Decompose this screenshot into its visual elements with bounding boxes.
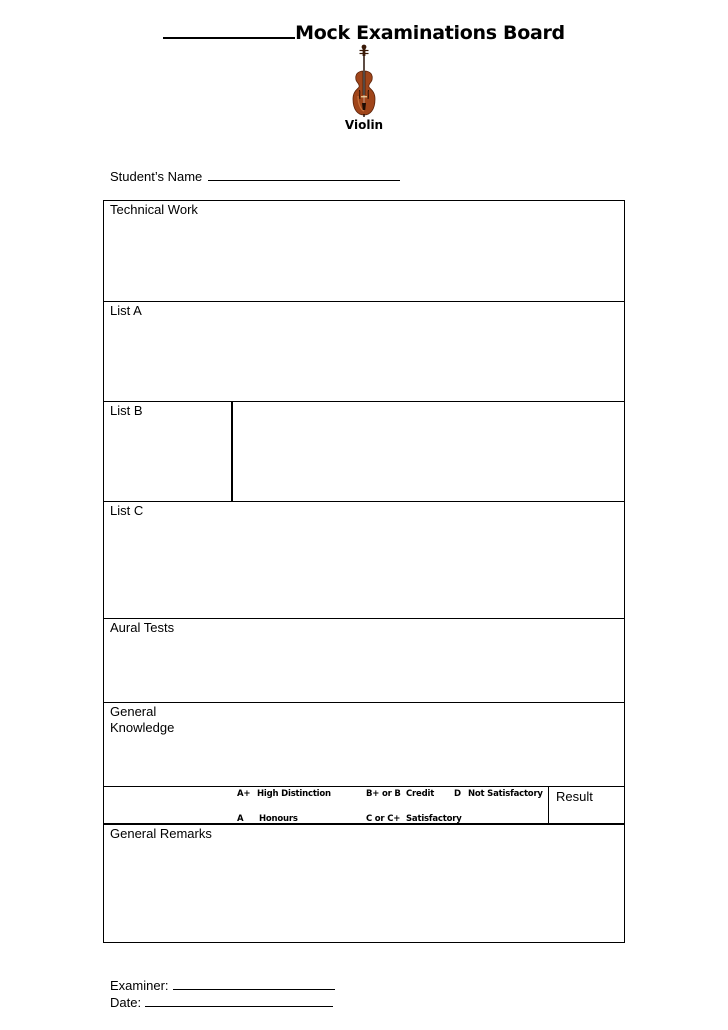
examiner-label: Examiner: xyxy=(110,978,169,993)
grade-d-code: D xyxy=(454,789,461,799)
grade-b-code: B+ or B xyxy=(366,789,401,799)
date-row xyxy=(110,993,333,1010)
violin-icon xyxy=(349,44,379,120)
date-label: Date: xyxy=(110,995,142,1010)
list-a-section[interactable] xyxy=(104,302,624,402)
examiner-field[interactable] xyxy=(173,976,335,990)
general-knowledge-label xyxy=(110,704,174,736)
board-name: Mock Examinations Board xyxy=(295,22,565,44)
grade-a-desc: Honours xyxy=(259,814,298,824)
list-c-label: List C xyxy=(110,503,144,518)
grade-c-code: C or C+ xyxy=(366,814,401,824)
board-title-blank[interactable] xyxy=(163,20,295,39)
list-c-section[interactable] xyxy=(104,502,624,619)
grade-c-desc: Satisfactory xyxy=(406,814,462,824)
grade-d xyxy=(454,789,543,799)
instrument-label: Violin xyxy=(344,118,384,132)
list-b-section[interactable] xyxy=(104,402,624,502)
general-knowledge-label-line1: General xyxy=(110,704,157,719)
grade-a-plus-code: A+ xyxy=(237,789,251,799)
student-name-field[interactable] xyxy=(208,167,400,181)
general-knowledge-label-line2: Knowledge xyxy=(110,720,175,735)
aural-tests-section[interactable] xyxy=(104,619,624,703)
result-cell[interactable] xyxy=(548,787,625,823)
grade-a-plus xyxy=(237,789,331,799)
grade-a-code: A xyxy=(237,814,244,824)
grade-a-plus-desc: High Distinction xyxy=(257,789,331,799)
assessment-form xyxy=(103,200,625,943)
grade-d-desc: Not Satisfactory xyxy=(468,789,543,799)
grade-b xyxy=(366,789,434,799)
student-name-row xyxy=(110,167,400,184)
grade-key-row xyxy=(104,787,624,825)
list-b-label: List B xyxy=(110,403,143,418)
general-knowledge-section[interactable] xyxy=(104,703,624,787)
date-field[interactable] xyxy=(145,993,333,1007)
technical-work-section[interactable] xyxy=(104,201,624,302)
grade-b-desc: Credit xyxy=(406,789,435,799)
general-remarks-section[interactable] xyxy=(104,825,624,943)
student-name-label: Student’s Name xyxy=(110,169,203,184)
list-a-label: List A xyxy=(110,303,142,318)
grade-c xyxy=(366,814,462,824)
technical-work-label: Technical Work xyxy=(110,202,198,217)
examiner-row xyxy=(110,976,335,993)
board-title xyxy=(0,20,728,44)
grade-a xyxy=(237,814,298,824)
list-b-divider xyxy=(231,402,233,501)
result-label: Result xyxy=(556,789,593,804)
general-remarks-label: General Remarks xyxy=(110,826,212,841)
aural-tests-label: Aural Tests xyxy=(110,620,175,635)
